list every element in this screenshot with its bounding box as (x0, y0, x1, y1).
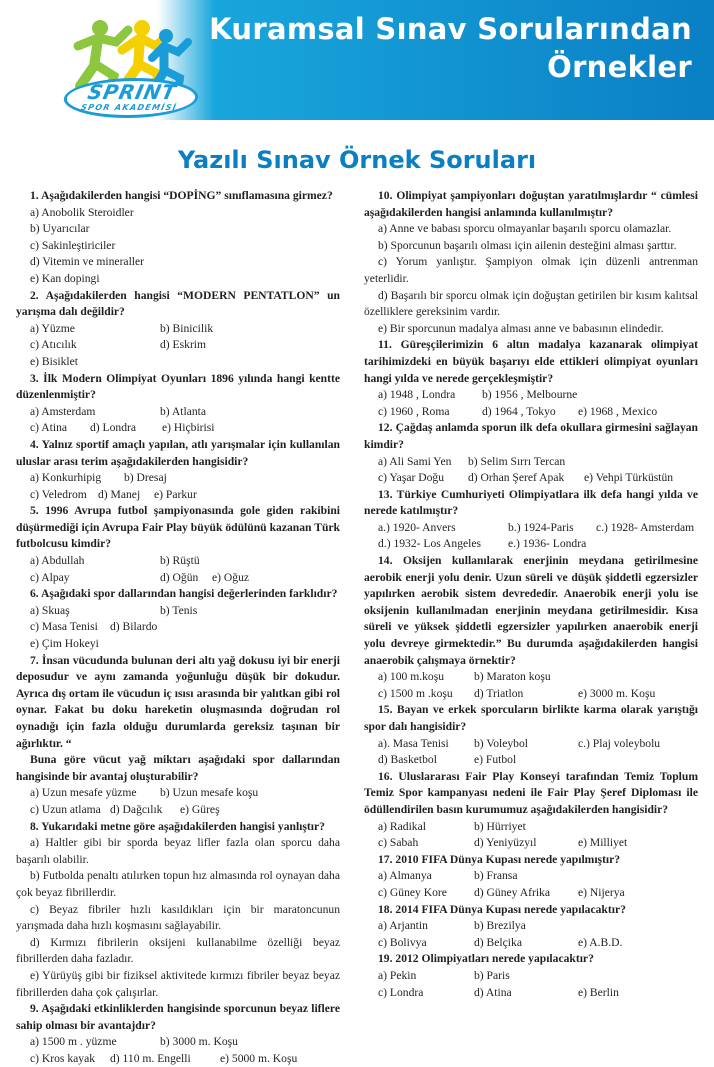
option: e) Çim Hokeyi (30, 637, 99, 651)
option: d) Başarılı bir sporcu olmak için doğuştan getirilen bir kısım kalıtsal özelliklere gereksinim vardır. (364, 288, 698, 319)
option: b) Atlanta (160, 404, 207, 418)
question-1: 1. Aşağıdakilerden hangisi “DOPİNG” sınıflamasına girmez? (30, 189, 333, 202)
question-8: 8. Yukarıdaki metne göre aşağıdakilerden hangisi yanlıştır? (30, 819, 325, 833)
option: d) 1964 , Tokyo (482, 404, 556, 418)
question-18: 18. 2014 FIFA Dünya Kupası nerede yapılacaktır? (378, 902, 626, 916)
option-row (16, 404, 340, 421)
option: e) Yürüyüş gibi bir fiziksel aktivitede kırmızı fibriler beyaz beyaz fibrillerden daha çok çalışırlar. (16, 968, 340, 999)
option: d) Belçika (474, 935, 522, 949)
option: e) Berlin (578, 985, 619, 999)
option: e) Futbol (474, 753, 517, 767)
option: c) Beyaz fibriler hızlı kasıldıkları için bir maratoncunun yarışmada daha hızlı koşmasını sağlayabilir. (16, 902, 340, 933)
option: e) A.B.D. (578, 935, 623, 949)
option: d) Oğün (160, 570, 199, 584)
option: a) Almanya (378, 869, 432, 883)
question-9: 9. Aşağıdaki etkinliklerden hangisinde sporcunun beyaz liflere sahip olması bir avantajdır? (16, 1002, 340, 1032)
option-row (364, 520, 698, 537)
option: d) Londra (90, 421, 137, 435)
option: e) 5000 m. Koşu (220, 1051, 298, 1065)
option-row (364, 835, 698, 852)
option: b) 1956 , Melbourne (482, 388, 578, 402)
option: c) Yaşar Doğu (378, 471, 445, 485)
option: a) Radikal (378, 819, 426, 833)
question-16: 16. Uluslararası Fair Play Konseyi tarafından Temiz Toplum Temiz Spor kampanyası nedeni ile Fair Play Şeref Diploması ile ödüllendirilen basın kurumumuz aşağıdakilerden hangisidir? (364, 769, 698, 816)
banner-title (209, 10, 692, 86)
logo-brand: SPRINT (85, 80, 179, 104)
question-19: 19. 2012 Olimpiyatları nerede yapılacaktır? (378, 952, 594, 966)
option: c) 1500 m .koşu (378, 686, 453, 700)
option: e) Milliyet (578, 836, 628, 850)
option: d) Dağcılık (110, 802, 163, 816)
option: a) Skuaş (30, 603, 70, 617)
option-row (364, 686, 698, 703)
option: e) 1968 , Mexico (578, 404, 658, 418)
option: c) Güney Kore (378, 885, 447, 899)
question-4: 4. Yalnız sportif amaçlı yapılan, atlı yarışmalar için kullanılan uluslar arası terim aşağıdakilerden hangisidir? (16, 437, 340, 468)
option: a) Anne ve babası sporcu olmayanlar başarılı sporcu olamazlar. (378, 222, 672, 236)
option: c) Londra (378, 985, 424, 999)
option-row (16, 619, 340, 636)
section-title: Yazılı Sınav Örnek Soruları (177, 146, 537, 174)
option: d) Triatlon (474, 686, 524, 700)
option-row (16, 470, 340, 487)
banner-title-line1: Kuramsal Sınav Sorularından (209, 12, 692, 46)
option: a) Ali Sami Yen (378, 454, 452, 468)
option-row (364, 470, 698, 487)
option: e) Parkur (154, 487, 197, 501)
question-14: 14. Oksijen kullanılarak enerjinin meydana getirilmesine aerobik enerji yolu denir. Uzun süreli ve düşük şiddetli egzersizler yapılırken aerobik sistem devrededir. Anaerobik enerji yolu ise oksijenin kullanılmadan enerjinin meydana getirilmesidir. Kısa süreli ve yüksek şiddetli egzersizler yapılırken anaerobik enerji yolu devreye girmektedir.” Bu durumda aşağıdakilerden hangisi anaerobik çalışmaya örnektir? (364, 554, 698, 667)
option-row (364, 669, 698, 686)
option: c) Yorum yanlıştır. Şampiyon olmak için düzenli antrenman yeterlidir. (364, 255, 698, 285)
option-row (364, 935, 698, 952)
option-row (364, 985, 698, 1002)
option: b) Dresaj (124, 471, 167, 485)
option: a) Abdullah (30, 554, 85, 568)
option: a) Yüzme (30, 321, 75, 335)
question-7: 7. İnsan vücudunda bulunan deri altı yağ dokusu iyi bir enerji deposudur ve aynı zamanda yoğunluğu düşük bir dokudur. Ayrıca dış ortam ile vücudun iç ısısı arasında bir yalıtkan gibi rol oynar. Fakat bu doku hareketin oluşmasında doğrudan rol oynadığı için fazla olduğu durumlarda gereksiz taşınan bir ağırlıktır. “ (16, 653, 340, 750)
option: d) 110 m. Engelli (110, 1051, 191, 1065)
option-row (16, 337, 340, 354)
option: e) Hiçbirisi (162, 421, 215, 435)
option: a) Anobolik Steroidler (30, 205, 134, 219)
option: c) Bolivya (378, 935, 427, 949)
option: a) 1948 , Londra (378, 388, 456, 402)
banner-title-line2: Örnekler (547, 50, 692, 84)
option: e) Bir sporcunun madalya alması anne ve babasının elindedir. (378, 321, 664, 335)
option: c) Alpay (30, 570, 70, 584)
question-10: 10. Olimpiyat şampiyonları doğuştan yaratılmışlardır “ cümlesi aşağıdakilerden hangisi anlamında kullanılmıştır? (364, 189, 698, 219)
option: d) Yeniyüzyıl (474, 836, 537, 850)
option-row (16, 570, 340, 587)
option: c.) Plaj voleybolu (578, 736, 661, 750)
option: b) Hürriyet (474, 819, 526, 833)
option: c) Veledrom (30, 487, 87, 501)
option-row (16, 487, 340, 504)
option-row (364, 404, 698, 421)
option: a) Uzun mesafe yüzme (30, 786, 137, 800)
option: e) Güreş (180, 802, 220, 816)
option-row (364, 536, 698, 553)
option-row (364, 868, 698, 885)
question-11: 11. Güreşçilerimizin 6 altın madalya kazanarak olimpiyat tarihimizdeki en büyük başarıyı elde ettikleri olimpiyat oyunları hangi yılda ve nerede gerçekleşmiştir? (364, 338, 698, 385)
option-row (364, 736, 698, 753)
left-column (16, 188, 340, 1067)
option: b) Rüştü (160, 554, 200, 568)
option: c) Sakinleştiriciler (30, 238, 116, 252)
option: d) Güney Afrika (474, 885, 550, 899)
option: b) Binicilik (160, 321, 214, 335)
option: d) Eskrim (160, 338, 207, 352)
option: a). Masa Tenisi (378, 736, 449, 750)
option: b) Futbolda penaltı atılırken topun hız almasında rol oynayan daha çok beyaz fibrillerdir. (16, 869, 340, 899)
option-row (364, 819, 698, 836)
option: a) Haltler gibi bir sporda beyaz lifler fazla olan sporcu daha başarılı olabilir. (16, 836, 340, 866)
question-2: 2. Aşağıdakilerden hangisi “MODERN PENTATLON” un yarışma dalı değildir? (16, 288, 340, 319)
option-row (16, 321, 340, 338)
option: b) Selim Sırrı Tercan (468, 454, 566, 468)
option: a) Konkurhipig (30, 471, 102, 485)
option: c) Atina (30, 421, 68, 435)
question-6: 6. Aşağıdaki spor dallarından hangisi değerlerinden farklıdır? (30, 587, 338, 601)
option: b) Uzun mesafe koşu (160, 786, 259, 800)
option: e.) 1936- Londra (508, 537, 587, 551)
logo-subtitle: SPOR AKADEMİSİ (80, 103, 178, 112)
option: b) Maraton koşu (474, 670, 551, 684)
option-row (364, 387, 698, 404)
option: c) Masa Tenisi (30, 620, 98, 634)
question-17: 17. 2010 FIFA Dünya Kupası nerede yapılmıştır? (378, 852, 621, 866)
option: b) Sporcunun başarılı olması için ailenin desteğini alması şarttır. (378, 238, 677, 252)
option-row (364, 918, 698, 935)
option: a) Pekin (378, 968, 417, 982)
option: e) Kan dopingi (30, 271, 100, 285)
question-12: 12. Çağdaş anlamda sporun ilk defa okullara girmesini sağlayan kimdir? (364, 421, 698, 451)
option: a) Amsterdam (30, 404, 96, 418)
option-row (364, 885, 698, 902)
option: d) Bilardo (110, 620, 158, 634)
option: c.) 1928- Amsterdam (596, 520, 695, 534)
option: c) Atıcılık (30, 338, 77, 352)
option: d.) 1932- Los Angeles (378, 537, 482, 551)
option: b.) 1924-Paris (508, 520, 574, 534)
option: a.) 1920- Anvers (378, 520, 456, 534)
option: b) Fransa (474, 869, 518, 883)
runners-logo-icon (58, 16, 198, 136)
option: a) 1500 m . yüzme (30, 1035, 117, 1049)
option: d) Vitemin ve mineraller (30, 255, 145, 269)
option-row (364, 454, 698, 471)
option: a) 100 m.koşu (378, 670, 445, 684)
option: e) Oğuz (212, 570, 250, 584)
option: c) 1960 , Roma (378, 404, 450, 418)
option: a) Arjantin (378, 919, 428, 933)
option-row (16, 802, 340, 819)
option: e) Nijerya (578, 885, 625, 899)
option: b) Brezilya (474, 919, 526, 933)
option: d) Orhan Şeref Apak (468, 471, 565, 485)
option: b) Tenis (160, 603, 198, 617)
question-3: 3. İlk Modern Olimpiyat Oyunları 1896 yılında hangi kentte düzenlenmiştir? (16, 371, 340, 402)
question-7-prompt: Buna göre vücut yağ miktarı aşağıdaki spor dallarından hangisinde bir avantaj oluşturabilir? (16, 753, 340, 783)
option-row (16, 1051, 340, 1067)
option: b) Voleybol (474, 736, 528, 750)
option: c) Kros kayak (30, 1051, 96, 1065)
option: d) Basketbol (378, 753, 437, 767)
option-row (16, 785, 340, 802)
option: d) Manej (98, 487, 141, 501)
option: b) 3000 m. Koşu (160, 1035, 238, 1049)
option: c) Uzun atlama (30, 802, 101, 816)
option: e) 3000 m. Koşu (578, 686, 656, 700)
question-5: 5. 1996 Avrupa futbol şampiyonasında gole giden rakibini düşürmediği için Avrupa Fair Play büyük ödülünü kazanan Türk futbolcusu kimdir? (16, 504, 340, 551)
option: b) Paris (474, 968, 510, 982)
question-15: 15. Bayan ve erkek sporcuların birlikte karma olarak yarıştığı spor dalı hangisidir? (364, 703, 698, 733)
option: e) Vehpi Türküstün (584, 471, 674, 485)
option: d) Kırmızı fibrilerin oksijeni kullanabilme özelliği beyaz fibrillerden daha fazladır. (16, 935, 340, 966)
option-row (364, 752, 698, 769)
option: e) Bisiklet (30, 354, 78, 368)
option-row (16, 420, 340, 437)
option-row (16, 553, 340, 570)
question-13: 13. Türkiye Cumhuriyeti Olimpiyatlara ilk defa hangi yılda ve nerede katılmıştır? (364, 487, 698, 518)
header-banner (0, 0, 714, 120)
option: b) Uyarıcılar (30, 222, 90, 236)
option-row (16, 603, 340, 620)
option: d) Atina (474, 985, 512, 999)
option-row (16, 1034, 340, 1051)
option: c) Sabah (378, 836, 419, 850)
option-row (364, 968, 698, 985)
right-column (364, 188, 698, 1001)
